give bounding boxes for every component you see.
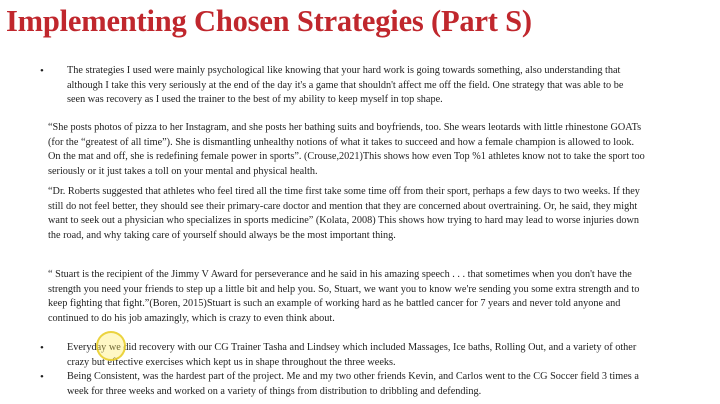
- quote-kolata: [48, 185, 648, 243]
- bullet-strategies: [40, 64, 642, 108]
- bullet-recovery-text: Everyday we did recovery with our CG Trainer Tasha and Lindsey which included Massages, Ice baths, Rolling Out, and a variety of other crazy but effective exercises which kept us in shape throughout the three weeks.: [67, 342, 637, 368]
- quote-crouse: [48, 121, 648, 179]
- bullet-strategies-text: The strategies I used were mainly psychological like knowing that your hard work is going towards something, also understanding that although I take this very seriously at the end of the day it's a game that shouldn't affect me off the field. One strategy that was able to be seen was recovery as I used the trainer to the best of my ability to keep myself in top shape.: [67, 65, 624, 106]
- quote-kolata-text: “Dr. Roberts suggested that athletes who feel tired all the time first take some time off from their sport, perhaps a few days to two weeks. If they still do not feel better, they should see their primary-care doctor and mention that they are concerned about overtraining. Or, he said, they might want to seek out a physician who specializes in sports medicine” (Kolata, 2008) This shows how trying to hard may lead to worse injuries down the road, and why taking care of yourself should always be the most important thing.: [48, 186, 640, 241]
- quote-crouse-text: “She posts photos of pizza to her Instagram, and she posts her bathing suits and boyfriends, too. She wears leotards with little rhinestone GOATs (for the “greatest of all time”). She is dismantling unhealthy notions of what it takes to succeed and how a female champion is allowed to look. On the mat and off, she is redefining female power in sports”. (Crouse,2021)This shows how even Top %1 athletes know not to take the sport too seriously or it just takes a toll on your mental and physical health.: [48, 122, 645, 177]
- quote-boren: [48, 268, 648, 326]
- bullet-dot-icon: •: [40, 371, 44, 383]
- bullet-consistency-text: Being Consistent, was the hardest part of the project. Me and my two other friends Kevin, and Carlos went to the CG Soccer field 3 times a week for three weeks and worked on a variety of things from distribution to dribbling and defending.: [67, 371, 639, 397]
- bullet-consistency: [40, 370, 642, 399]
- quote-boren-text: “ Stuart is the recipient of the Jimmy V Award for perseverance and he said in his amazing speech . . . that sometimes when you don't have the strength you need your friends to step up a little bit and help you. So, Stuart, we want you to know we're sending you some extra strength and to keep fighting that fight.”(Boren, 2015)Stuart is such an example of working hard as he battled cancer for 7 years and never told anyone and continued to do his job amazingly, which is crazy to even think about.: [48, 269, 640, 324]
- cursor-highlight-icon: [96, 331, 126, 361]
- bullet-dot-icon: •: [40, 65, 44, 77]
- bullet-dot-icon: •: [40, 342, 44, 354]
- bullet-recovery: [40, 341, 642, 370]
- slide-title: Implementing Chosen Strategies (Part S): [6, 4, 532, 38]
